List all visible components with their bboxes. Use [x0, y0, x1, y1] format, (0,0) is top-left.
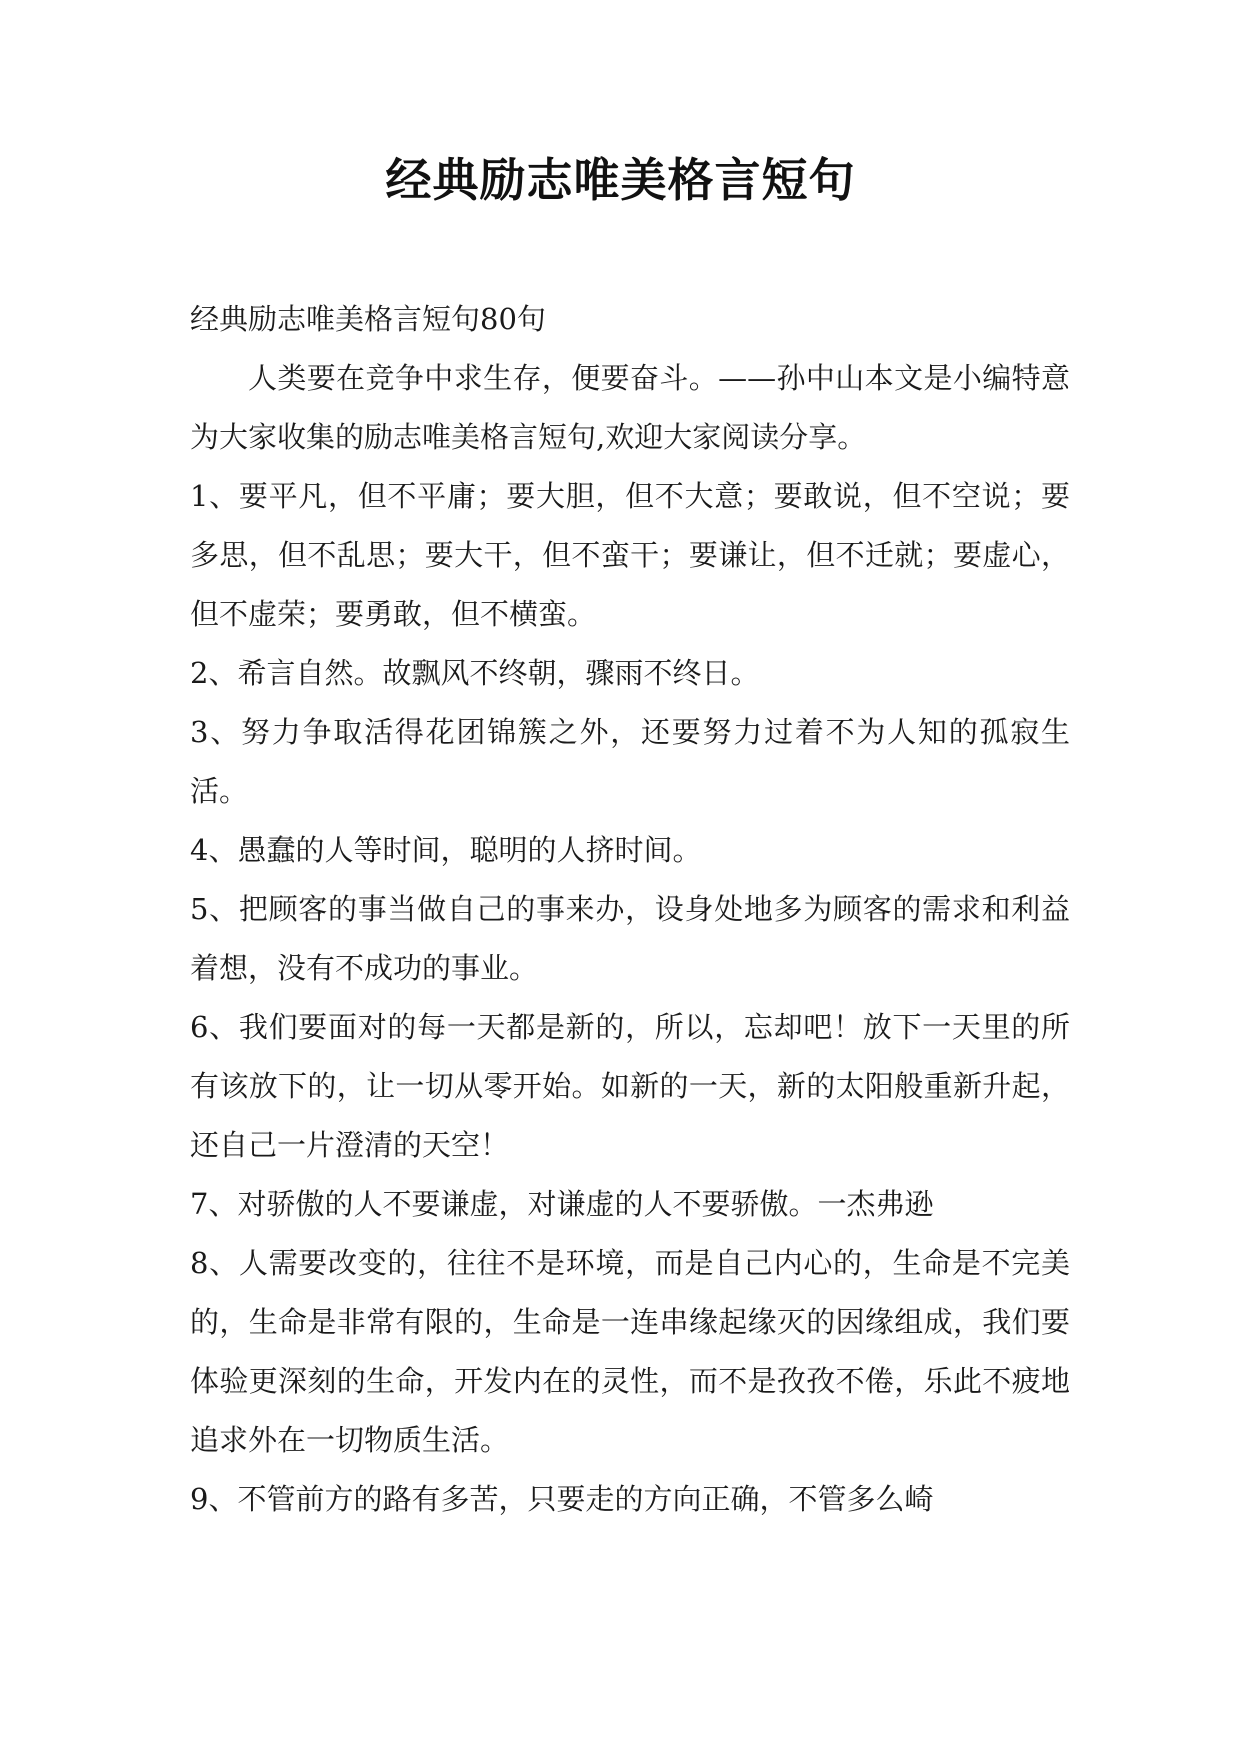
document-title: 经典励志唯美格言短句: [385, 153, 856, 207]
document-subtitle: 经典励志唯美格言短句80句: [190, 302, 546, 336]
quote-item-7: 7、对骄傲的人不要谦虚，对谦虚的人不要骄傲。一杰弗逊: [190, 1187, 934, 1221]
quote-item-8: 8、人需要改变的，往往不是环境，而是自己内心的，生命是不完美的，生命是非常有限的，生命是一连串缘起缘灭的因缘组成，我们要体验更深刻的生命，开发内在的灵性，而不是孜孜不倦，乐此不疲地追求外在一切物质生活。: [190, 1246, 1070, 1457]
intro-paragraph: 人类要在竞争中求生存，便要奋斗。——孙中山本文是小编特意为大家收集的励志唯美格言短句,欢迎大家阅读分享。: [190, 361, 1070, 454]
quote-item-6: 6、我们要面对的每一天都是新的，所以，忘却吧！放下一天里的所有该放下的，让一切从零开始。如新的一天，新的太阳般重新升起，还自己一片澄清的天空！: [190, 1010, 1070, 1162]
quote-item-2: 2、希言自然。故飘风不终朝，骤雨不终日。: [190, 656, 760, 690]
document-body: [190, 290, 1070, 1529]
quote-item-5: 5、把顾客的事当做自己的事来办，设身处地多为顾客的需求和利益着想，没有不成功的事业。: [190, 892, 1070, 985]
quote-item-3: 3、努力争取活得花团锦簇之外，还要努力过着不为人知的孤寂生活。: [190, 715, 1070, 808]
quote-item-1: 1、要平凡，但不平庸；要大胆，但不大意；要敢说，但不空说；要多思，但不乱思；要大干，但不蛮干；要谦让，但不迁就；要虚心，但不虚荣；要勇敢，但不横蛮。: [190, 479, 1070, 631]
quote-item-9: 9、不管前方的路有多苦，只要走的方向正确，不管多么崎: [190, 1482, 934, 1516]
quote-item-4: 4、愚蠢的人等时间，聪明的人挤时间。: [190, 833, 702, 867]
